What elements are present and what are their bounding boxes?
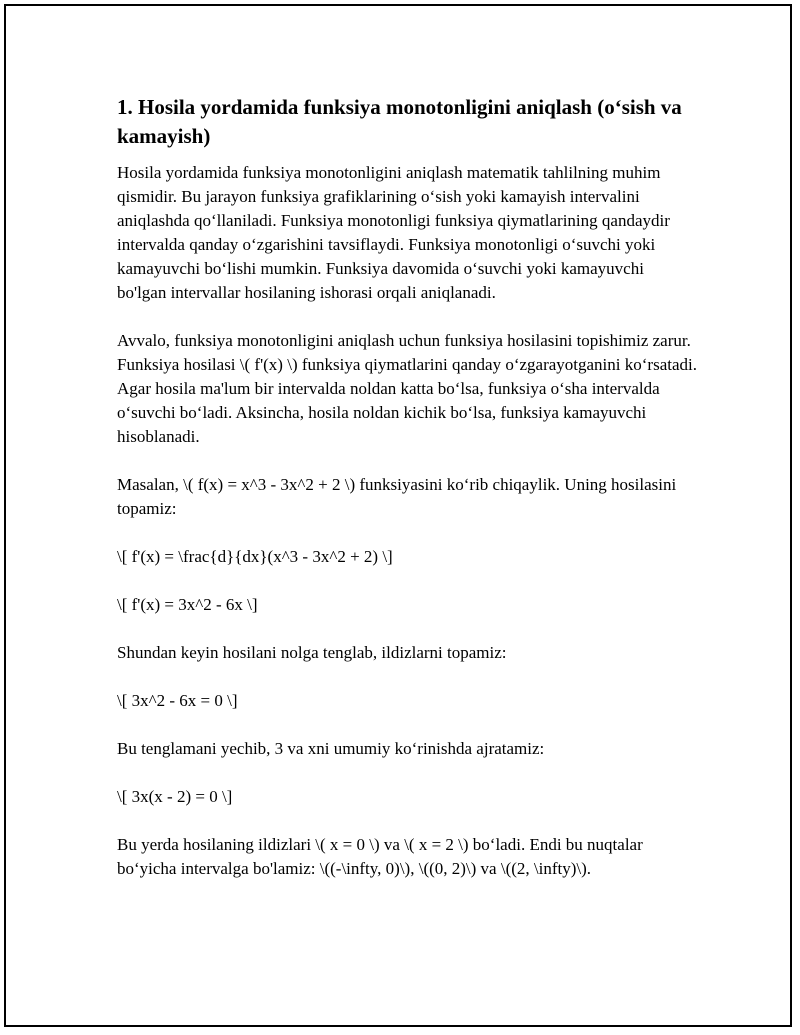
paragraph-factor: Bu tenglamani yechib, 3 va xni umumiy koʻrinishda ajratamiz: <box>117 739 545 758</box>
paragraph-derivative: Avvalo, funksiya monotonligini aniqlash uchun funksiya hosilasini topishimiz zarur. Funksiya hosilasi \( f'(x) \) funksiya qiymatlarini qanday oʻzgarayotganini koʻrsatadi. Agar hosila ma'lum bir intervalda noldan katta boʻlsa, funksiya oʻsha intervalda oʻsuvchi boʻladi. Aksincha, hosila noldan kichik boʻlsa, funksiya kamayuvchi hisoblanadi. <box>117 331 697 446</box>
paragraph-example: Masalan, \( f(x) = x^3 - 3x^2 + 2 \) funksiyasini koʻrib chiqaylik. Uning hosilasini topamiz: <box>117 475 677 518</box>
formula-derivative-definition: \[ f'(x) = \frac{d}{dx}(x^3 - 3x^2 + 2) \] <box>117 547 393 566</box>
paragraph-intro: Hosila yordamida funksiya monotonligini aniqlash matematik tahlilning muhim qismidir. Bu jarayon funksiya grafiklarining oʻsish yoki kamayish intervalini aniqlashda qoʻllaniladi. Funksiya monotonligi funksiya qiymatlarining qandaydir intervalda qanday oʻzgarishini tavsiflaydi. Funksiya monotonligi oʻsuvchi yoki kamayuvchi boʻlishi mumkin. Funksiya davomida oʻsuvchi yoki kamayuvchi bo'lgan intervallar hosilaning ishorasi orqali aniqlanadi. <box>117 163 670 302</box>
document-body <box>117 93 697 905</box>
paragraph-roots: Shundan keyin hosilani nolga tenglab, ildizlarni topamiz: <box>117 643 507 662</box>
formula-factored: \[ 3x(x - 2) = 0 \] <box>117 787 233 806</box>
paragraph-intervals: Bu yerda hosilaning ildizlari \( x = 0 \) va \( x = 2 \) boʻladi. Endi bu nuqtalar boʻyicha intervalga bo'lamiz: \((-\infty, 0)\), \((0, 2)\) va \((2, \infty)\). <box>117 835 643 878</box>
section-heading: 1. Hosila yordamida funksiya monotonligini aniqlash (oʻsish va kamayish) <box>117 95 682 148</box>
formula-equation: \[ 3x^2 - 6x = 0 \] <box>117 691 238 710</box>
formula-derivative-result: \[ f'(x) = 3x^2 - 6x \] <box>117 595 258 614</box>
